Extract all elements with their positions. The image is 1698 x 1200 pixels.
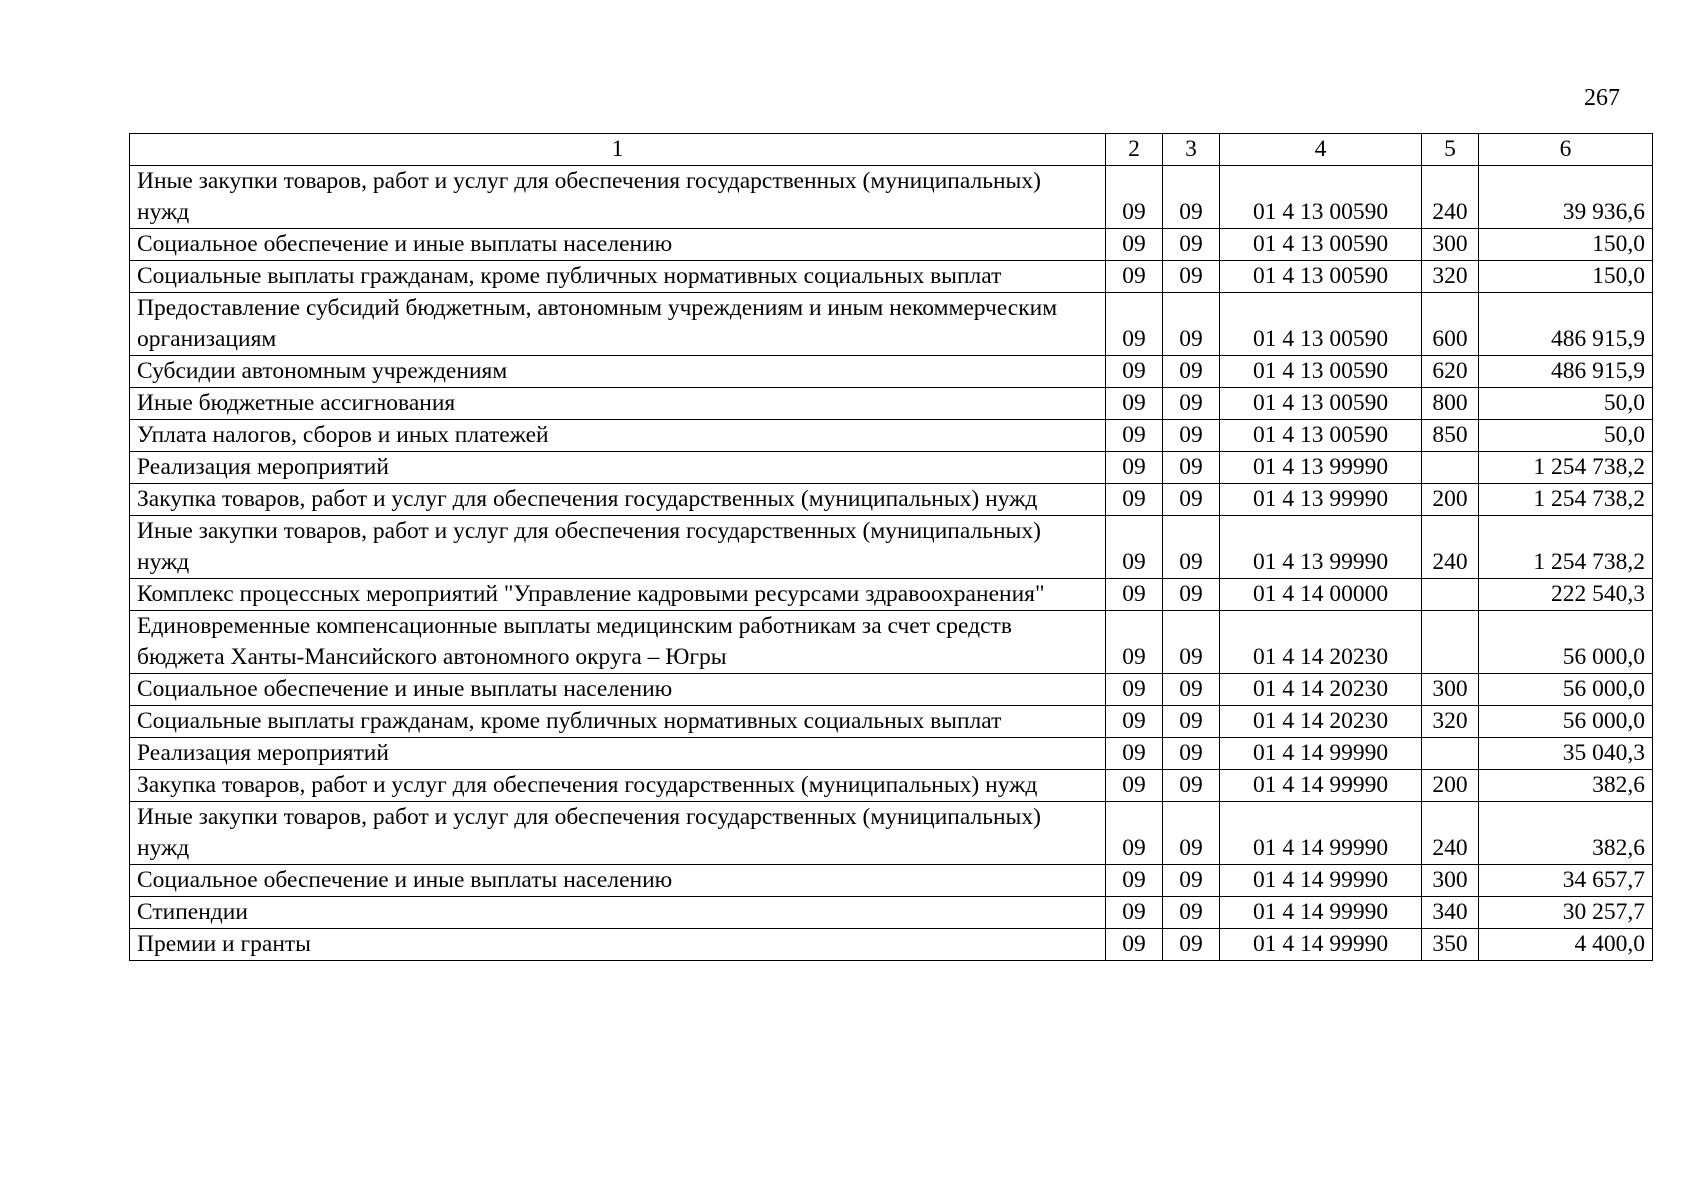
row-amount: 56 000,0 — [1479, 611, 1653, 674]
row-subsection: 09 — [1163, 738, 1220, 770]
row-name: Предоставление субсидий бюджетным, автономным учреждениям и иным некоммерческим организациям — [130, 293, 1106, 356]
row-expense-type: 240 — [1422, 166, 1479, 229]
row-subsection: 09 — [1163, 452, 1220, 484]
table-row — [130, 738, 1653, 770]
row-target-code: 01 4 13 00590 — [1220, 420, 1422, 452]
row-expense-type: 300 — [1422, 674, 1479, 706]
row-subsection: 09 — [1163, 897, 1220, 929]
row-name: Единовременные компенсационные выплаты медицинским работникам за счет средств бюджета Ханты-Мансийского автономного округа – Югры — [130, 611, 1106, 674]
row-section: 09 — [1106, 802, 1163, 865]
row-section: 09 — [1106, 611, 1163, 674]
row-subsection: 09 — [1163, 420, 1220, 452]
row-expense-type — [1422, 579, 1479, 611]
row-subsection: 09 — [1163, 293, 1220, 356]
header-col-4: 4 — [1220, 134, 1422, 166]
row-subsection: 09 — [1163, 356, 1220, 388]
table-row — [130, 706, 1653, 738]
table-row — [130, 929, 1653, 961]
row-target-code: 01 4 13 99990 — [1220, 516, 1422, 579]
row-section: 09 — [1106, 579, 1163, 611]
row-name: Премии и гранты — [130, 929, 1106, 961]
header-col-1: 1 — [130, 134, 1106, 166]
row-amount: 50,0 — [1479, 388, 1653, 420]
row-name: Субсидии автономным учреждениям — [130, 356, 1106, 388]
row-target-code: 01 4 13 00590 — [1220, 356, 1422, 388]
table-row — [130, 229, 1653, 261]
budget-table — [129, 133, 1653, 961]
table-row — [130, 579, 1653, 611]
table-row — [130, 865, 1653, 897]
row-name: Стипендии — [130, 897, 1106, 929]
row-amount: 382,6 — [1479, 770, 1653, 802]
row-section: 09 — [1106, 770, 1163, 802]
row-name: Социальные выплаты гражданам, кроме публичных нормативных социальных выплат — [130, 261, 1106, 293]
row-target-code: 01 4 14 99990 — [1220, 738, 1422, 770]
row-section: 09 — [1106, 166, 1163, 229]
row-name: Иные закупки товаров, работ и услуг для обеспечения государственных (муниципальных) нужд — [130, 166, 1106, 229]
row-section: 09 — [1106, 929, 1163, 961]
row-name: Иные закупки товаров, работ и услуг для обеспечения государственных (муниципальных) нужд — [130, 802, 1106, 865]
row-amount: 30 257,7 — [1479, 897, 1653, 929]
table-body — [130, 166, 1653, 961]
row-target-code: 01 4 14 20230 — [1220, 674, 1422, 706]
table-row — [130, 388, 1653, 420]
row-expense-type: 850 — [1422, 420, 1479, 452]
page-number: 267 — [1584, 85, 1620, 111]
row-expense-type: 200 — [1422, 484, 1479, 516]
row-subsection: 09 — [1163, 611, 1220, 674]
row-expense-type: 350 — [1422, 929, 1479, 961]
header-col-5: 5 — [1422, 134, 1479, 166]
table-row — [130, 674, 1653, 706]
row-subsection: 09 — [1163, 865, 1220, 897]
table-header-row — [130, 134, 1653, 166]
row-target-code: 01 4 13 00590 — [1220, 261, 1422, 293]
table-row — [130, 484, 1653, 516]
row-target-code: 01 4 14 00000 — [1220, 579, 1422, 611]
row-subsection: 09 — [1163, 706, 1220, 738]
row-expense-type: 320 — [1422, 261, 1479, 293]
row-amount: 34 657,7 — [1479, 865, 1653, 897]
row-section: 09 — [1106, 452, 1163, 484]
table-row — [130, 356, 1653, 388]
table-row — [130, 611, 1653, 674]
header-col-2: 2 — [1106, 134, 1163, 166]
row-target-code: 01 4 14 20230 — [1220, 706, 1422, 738]
row-expense-type — [1422, 452, 1479, 484]
row-amount: 150,0 — [1479, 261, 1653, 293]
row-target-code: 01 4 14 99990 — [1220, 802, 1422, 865]
row-expense-type: 800 — [1422, 388, 1479, 420]
row-target-code: 01 4 13 99990 — [1220, 484, 1422, 516]
row-subsection: 09 — [1163, 229, 1220, 261]
row-target-code: 01 4 13 00590 — [1220, 388, 1422, 420]
row-subsection: 09 — [1163, 802, 1220, 865]
row-subsection: 09 — [1163, 484, 1220, 516]
row-name: Закупка товаров, работ и услуг для обеспечения государственных (муниципальных) нужд — [130, 770, 1106, 802]
table-row — [130, 166, 1653, 229]
row-target-code: 01 4 14 20230 — [1220, 611, 1422, 674]
row-target-code: 01 4 13 00590 — [1220, 293, 1422, 356]
row-amount: 222 540,3 — [1479, 579, 1653, 611]
table-row — [130, 261, 1653, 293]
row-subsection: 09 — [1163, 579, 1220, 611]
row-amount: 486 915,9 — [1479, 356, 1653, 388]
row-amount: 1 254 738,2 — [1479, 452, 1653, 484]
row-target-code: 01 4 13 99990 — [1220, 452, 1422, 484]
row-name: Социальные выплаты гражданам, кроме публичных нормативных социальных выплат — [130, 706, 1106, 738]
row-subsection: 09 — [1163, 516, 1220, 579]
row-section: 09 — [1106, 484, 1163, 516]
row-subsection: 09 — [1163, 261, 1220, 293]
row-amount: 50,0 — [1479, 420, 1653, 452]
row-section: 09 — [1106, 293, 1163, 356]
row-section: 09 — [1106, 229, 1163, 261]
header-col-3: 3 — [1163, 134, 1220, 166]
row-name: Реализация мероприятий — [130, 452, 1106, 484]
header-col-6: 6 — [1479, 134, 1653, 166]
row-section: 09 — [1106, 706, 1163, 738]
row-section: 09 — [1106, 356, 1163, 388]
row-name: Комплекс процессных мероприятий "Управление кадровыми ресурсами здравоохранения" — [130, 579, 1106, 611]
table-row — [130, 420, 1653, 452]
row-section: 09 — [1106, 388, 1163, 420]
row-target-code: 01 4 14 99990 — [1220, 865, 1422, 897]
row-amount: 56 000,0 — [1479, 706, 1653, 738]
row-name: Социальное обеспечение и иные выплаты населению — [130, 674, 1106, 706]
row-section: 09 — [1106, 420, 1163, 452]
row-expense-type — [1422, 738, 1479, 770]
row-name: Иные закупки товаров, работ и услуг для обеспечения государственных (муниципальных) нужд — [130, 516, 1106, 579]
row-expense-type: 300 — [1422, 865, 1479, 897]
table-row — [130, 452, 1653, 484]
row-name: Социальное обеспечение и иные выплаты населению — [130, 865, 1106, 897]
row-amount: 35 040,3 — [1479, 738, 1653, 770]
table-row — [130, 516, 1653, 579]
row-expense-type: 300 — [1422, 229, 1479, 261]
row-subsection: 09 — [1163, 388, 1220, 420]
row-section: 09 — [1106, 738, 1163, 770]
row-expense-type: 620 — [1422, 356, 1479, 388]
row-expense-type: 600 — [1422, 293, 1479, 356]
table-row — [130, 770, 1653, 802]
row-target-code: 01 4 13 00590 — [1220, 166, 1422, 229]
row-amount: 4 400,0 — [1479, 929, 1653, 961]
row-name: Реализация мероприятий — [130, 738, 1106, 770]
row-amount: 1 254 738,2 — [1479, 484, 1653, 516]
row-amount: 56 000,0 — [1479, 674, 1653, 706]
table-row — [130, 802, 1653, 865]
row-expense-type: 320 — [1422, 706, 1479, 738]
row-target-code: 01 4 14 99990 — [1220, 770, 1422, 802]
row-expense-type: 200 — [1422, 770, 1479, 802]
row-subsection: 09 — [1163, 166, 1220, 229]
row-name: Социальное обеспечение и иные выплаты населению — [130, 229, 1106, 261]
row-section: 09 — [1106, 674, 1163, 706]
row-target-code: 01 4 14 99990 — [1220, 897, 1422, 929]
table-row — [130, 897, 1653, 929]
row-name: Закупка товаров, работ и услуг для обеспечения государственных (муниципальных) нужд — [130, 484, 1106, 516]
row-section: 09 — [1106, 261, 1163, 293]
table-row — [130, 293, 1653, 356]
row-subsection: 09 — [1163, 674, 1220, 706]
row-target-code: 01 4 13 00590 — [1220, 229, 1422, 261]
row-expense-type: 240 — [1422, 802, 1479, 865]
row-section: 09 — [1106, 516, 1163, 579]
row-name: Иные бюджетные ассигнования — [130, 388, 1106, 420]
row-amount: 486 915,9 — [1479, 293, 1653, 356]
row-section: 09 — [1106, 897, 1163, 929]
row-subsection: 09 — [1163, 770, 1220, 802]
row-amount: 382,6 — [1479, 802, 1653, 865]
row-amount: 39 936,6 — [1479, 166, 1653, 229]
row-expense-type — [1422, 611, 1479, 674]
row-name: Уплата налогов, сборов и иных платежей — [130, 420, 1106, 452]
row-section: 09 — [1106, 865, 1163, 897]
row-subsection: 09 — [1163, 929, 1220, 961]
row-expense-type: 240 — [1422, 516, 1479, 579]
row-amount: 150,0 — [1479, 229, 1653, 261]
row-expense-type: 340 — [1422, 897, 1479, 929]
row-target-code: 01 4 14 99990 — [1220, 929, 1422, 961]
row-amount: 1 254 738,2 — [1479, 516, 1653, 579]
